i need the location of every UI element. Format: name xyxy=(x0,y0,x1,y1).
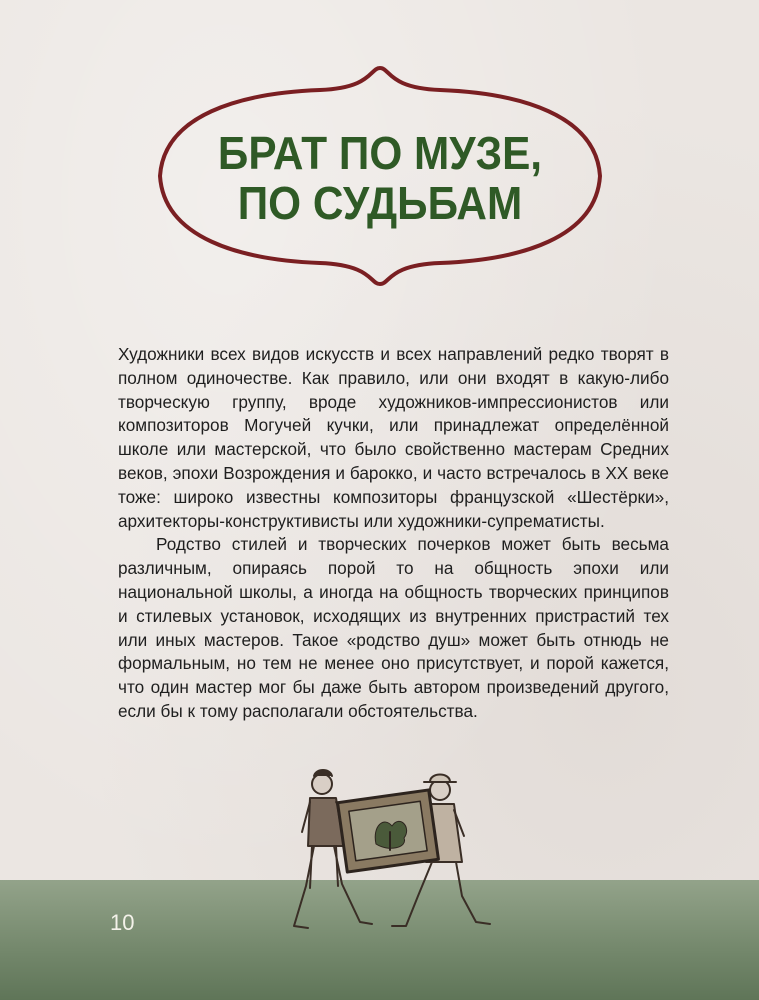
page-title xyxy=(182,128,578,228)
body-text xyxy=(118,343,669,724)
page-number: 10 xyxy=(110,910,135,935)
title-line-1: БРАТ ПО МУЗЕ, xyxy=(217,127,543,179)
paragraph-2: Родство стилей и творческих почерков может быть весьма различным, опираясь порой то на общность эпохи или национальной школы, а иногда на общность творческих принципов и стилевых установок, исходящих из внутренних пристрастий тех или иных мастеров. Такое «родство душ» может быть отнюдь не формальным, но тем не менее оно присутствует, и порой кажется, что один мастер мог бы даже быть автором произведений другого, если бы к тому располагали обстоятельства. xyxy=(118,534,669,721)
paragraph-1: Художники всех видов искусств и всех направлений редко творят в полном одиночестве. Как правило, или они входят в какую-либо творческую группу, вроде художников-импрессионистов или композиторов Могучей кучки, или принадлежат определённой школе или мастерской, что было свойственно мастерам Средних веков, эпохи Возрождения и барокко, и часто встречалось в XX веке тоже: широко известны композиторы французской «Шестёрки», архитекторы-конструктивисты или художники-супрематисты. xyxy=(118,344,669,531)
two-men-carrying-painting-icon xyxy=(280,766,500,936)
title-line-2: ПО СУДЬБАМ xyxy=(237,177,523,229)
